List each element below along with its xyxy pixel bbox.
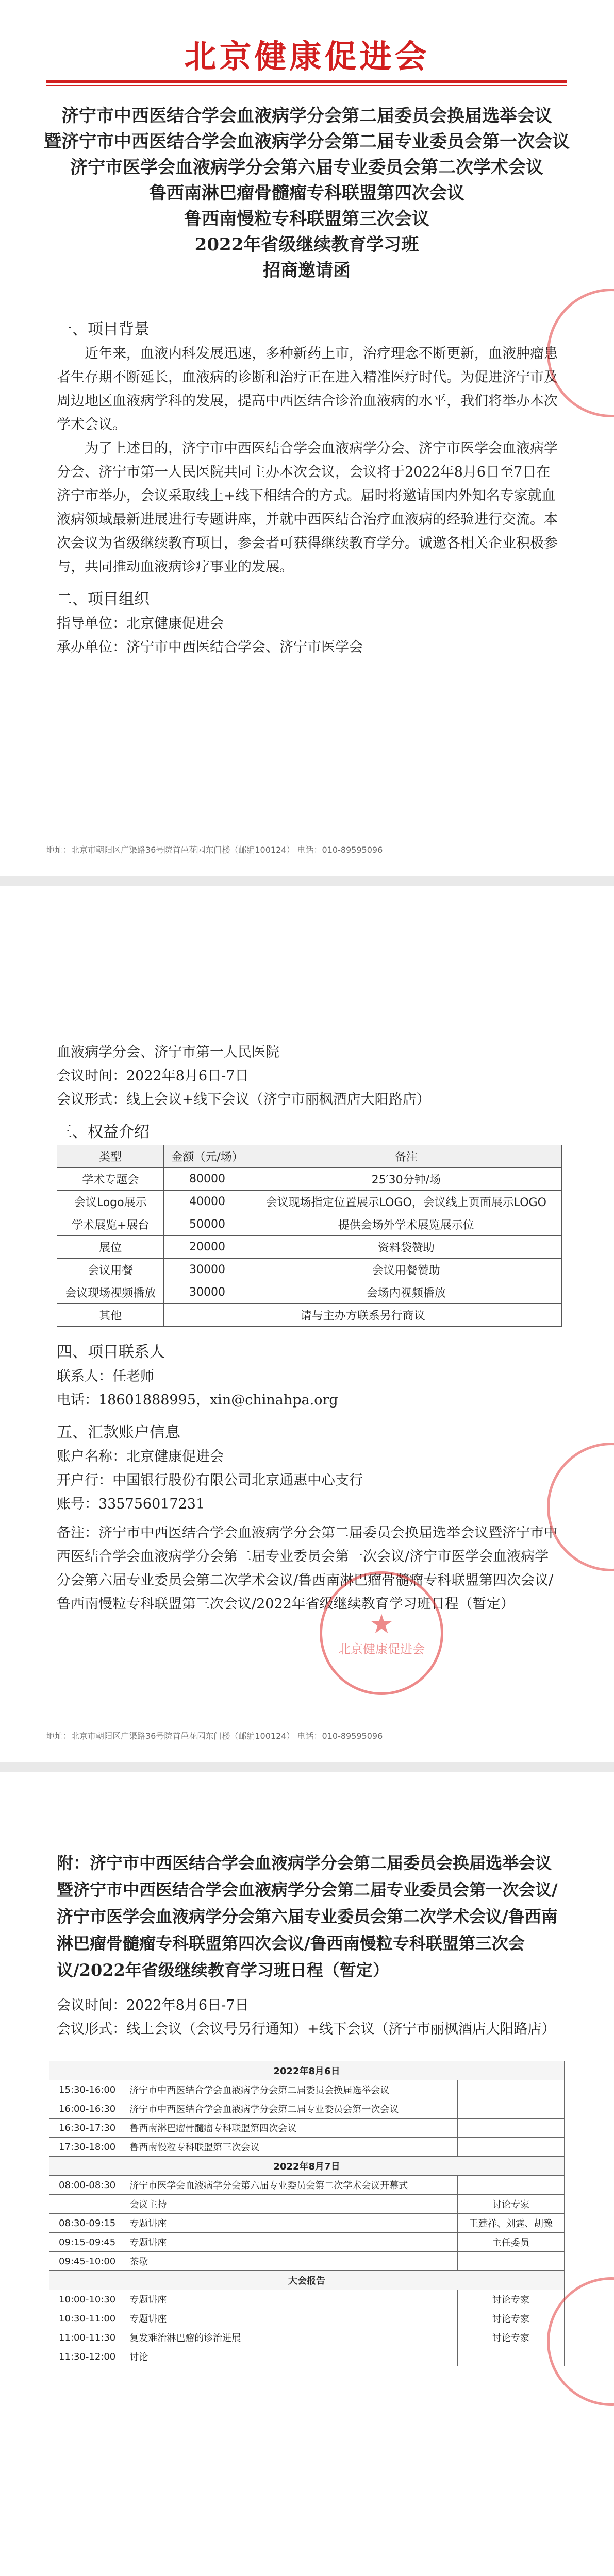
org-line: 血液病学分会、济宁市第一人民医院 [57, 1044, 279, 1060]
table-cell: 25′30分钟/场 [251, 1168, 561, 1191]
schedule-cell: 王建祥、刘霆、胡豫 [457, 2214, 564, 2233]
schedule-cell: 济宁市中西医结合学会血液病学分会第二届专业委员会第一次会议 [125, 2099, 458, 2119]
seal-star-icon: ★ [369, 1608, 394, 1640]
schedule-row [49, 2328, 565, 2347]
schedule-cell: 鲁西南慢粒专科联盟第三次会议 [125, 2138, 458, 2157]
schedule-cell: 08:00-08:30 [49, 2176, 125, 2195]
table-cell: 会议现场指定位置展示LOGO，会议线上页面展示LOGO [251, 1191, 561, 1213]
table-cell: 80000 [164, 1168, 251, 1191]
schedule-table [49, 2061, 565, 2366]
schedule-cell: 10:00-10:30 [49, 2290, 125, 2309]
org-line: 会议时间：2022年8月6日-7日 [57, 1068, 249, 1084]
table-cell: 30000 [164, 1259, 251, 1281]
table-cell: 30000 [164, 1281, 251, 1304]
bank-line: 账号：335756017231 [57, 1496, 205, 1512]
schedule-cell: 会议主持 [125, 2195, 458, 2214]
schedule-cell: 16:00-16:30 [49, 2099, 125, 2119]
page-footer [46, 2570, 567, 2576]
title-line: 2022年省级继续教育学习班 [194, 234, 419, 255]
schedule-cell [457, 2080, 564, 2099]
schedule-cell: 讨论专家 [457, 2328, 564, 2347]
table-header: 类型 [57, 1145, 164, 1168]
schedule-cell: 茶歇 [125, 2252, 458, 2271]
section-heading: 二、项目组织 [57, 590, 150, 608]
table-row [57, 1259, 562, 1281]
title-line: 招商邀请函 [263, 260, 351, 281]
schedule-cell: 大会报告 [49, 2271, 565, 2290]
schedule-row [49, 2290, 565, 2309]
table-cell: 40000 [164, 1191, 251, 1213]
table-cell: 会议现场视频播放 [57, 1281, 164, 1304]
title-line: 鲁西南慢粒专科联盟第三次会议 [184, 209, 429, 229]
schedule-row [49, 2176, 565, 2195]
org-line: 承办单位：济宁市中西医结合学会、济宁市医学会 [57, 639, 363, 655]
table-row [57, 1281, 562, 1304]
schedule-day-row [49, 2271, 565, 2290]
meta-line: 会议时间：2022年8月6日-7日 [57, 1997, 249, 2013]
table-cell: 其他 [57, 1304, 164, 1327]
table-row [57, 1236, 562, 1259]
document-title [31, 103, 583, 283]
schedule-cell: 10:30-11:00 [49, 2309, 125, 2328]
section-heading: 一、项目背景 [57, 320, 150, 338]
schedule-cell [457, 2099, 564, 2119]
schedule-cell [457, 2252, 564, 2271]
schedule-row [49, 2099, 565, 2119]
schedule-day-row [49, 2061, 565, 2080]
schedule-table-wrap [49, 2061, 565, 2366]
schedule-row [49, 2195, 565, 2214]
schedule-cell: 16:30-17:30 [49, 2119, 125, 2138]
section-heading: 五、汇款账户信息 [57, 1423, 180, 1442]
rights-table [57, 1145, 562, 1327]
schedule-row [49, 2119, 565, 2138]
schedule-row [49, 2214, 565, 2233]
title-line: 鲁西南淋巴瘤骨髓瘤专科联盟第四次会议 [149, 183, 464, 204]
org-title: 北京健康促进会 [184, 38, 430, 75]
red-rule-thick [46, 80, 567, 83]
org-line: 会议形式：线上会议+线下会议（济宁市丽枫酒店大阳路店） [57, 1092, 430, 1108]
table-row [57, 1213, 562, 1236]
contact-line: 联系人：任老师 [57, 1368, 154, 1384]
title-line: 济宁市医学会血液病学分会第六届专业委员会第二次学术会议 [70, 157, 543, 178]
schedule-cell: 11:30-12:00 [49, 2347, 125, 2366]
schedule-cell: 讨论专家 [457, 2290, 564, 2309]
schedule-cell [457, 2119, 564, 2138]
schedule-cell: 专题讲座 [125, 2233, 458, 2252]
schedule-cell: 鲁西南淋巴瘤骨髓瘤专科联盟第四次会议 [125, 2119, 458, 2138]
schedule-row [49, 2138, 565, 2157]
section-heading: 三、权益介绍 [57, 1123, 150, 1141]
table-header: 备注 [251, 1145, 561, 1168]
schedule-cell: 济宁市中西医结合学会血液病学分会第二届委员会换届选举会议 [125, 2080, 458, 2099]
remark: 备注：济宁市中西医结合学会血液病学分会第二届委员会换届选举会议暨济宁市中西医结合学会血液病学分会第二届专业委员会第一次会议/济宁市医学会血液病学分会第六届专业委员会第二次学术会议/鲁西南淋巴瘤骨髓瘤专科联盟第四次会议/鲁西南慢粒专科联盟第三次会议/2022年省级继续教育学习班日程（暂定） [57, 1525, 558, 1612]
page-2-body [57, 1041, 562, 1616]
page-3 [0, 1772, 614, 2576]
org-seal [320, 1571, 443, 1695]
schedule-cell [457, 2176, 564, 2195]
table-row [57, 1168, 562, 1191]
org-line: 指导单位：北京健康促进会 [57, 616, 224, 632]
schedule-cell [457, 2138, 564, 2157]
contact-line: 电话：18601888995，xin@chinahpa.org [57, 1392, 338, 1408]
schedule-row [49, 2233, 565, 2252]
table-cell: 会议Logo展示 [57, 1191, 164, 1213]
page-1-body [57, 309, 562, 659]
schedule-cell: 09:45-10:00 [49, 2252, 125, 2271]
section-heading: 四、项目联系人 [57, 1343, 165, 1361]
table-cell: 资料袋赞助 [251, 1236, 561, 1259]
table-cell: 学术专题会 [57, 1168, 164, 1191]
table-cell: 20000 [164, 1236, 251, 1259]
schedule-cell: 讨论专家 [457, 2309, 564, 2328]
schedule-header [57, 1850, 562, 2041]
table-cell: 展位 [57, 1236, 164, 1259]
schedule-cell: 复发难治淋巴瘤的诊治进展 [125, 2328, 458, 2347]
title-line: 暨济宁市中西医结合学会血液病学分会第二届专业委员会第一次会议 [44, 131, 570, 152]
table-row [57, 1304, 562, 1327]
schedule-day-row [49, 2157, 565, 2176]
schedule-row [49, 2347, 565, 2366]
page-footer: 地址：北京市朝阳区广渠路36号院首邑花园东门楼（邮编100124） 电话：010-89595096 [46, 1725, 567, 1741]
schedule-cell: 08:30-09:15 [49, 2214, 125, 2233]
schedule-cell: 主任委员 [457, 2233, 564, 2252]
table-row [57, 1191, 562, 1213]
schedule-cell: 专题讲座 [125, 2290, 458, 2309]
table-cell: 请与主办方联系另行商议 [164, 1304, 562, 1327]
title-line: 济宁市中西医结合学会血液病学分会第二届委员会换届选举会议 [61, 106, 552, 126]
table-cell: 会议用餐赞助 [251, 1259, 561, 1281]
bank-line: 账户名称：北京健康促进会 [57, 1449, 224, 1465]
schedule-cell: 15:30-16:00 [49, 2080, 125, 2099]
table-header: 金额（元/场） [164, 1145, 251, 1168]
schedule-row [49, 2309, 565, 2328]
red-rule-thin [46, 85, 567, 86]
schedule-cell: 济宁市医学会血液病学分会第六届专业委员会第二次学术会议开幕式 [125, 2176, 458, 2195]
schedule-cell: 11:00-11:30 [49, 2328, 125, 2347]
paragraph: 近年来，血液内科发展迅速，多种新药上市，治疗理念不断更新，血液肿瘤患者生存期不断延长，血液病的诊断和治疗正在进入精准医疗时代。为促进济宁市及周边地区血液病学科的发展，提高中西医结合诊治血液病的水平，我们将举办本次学术会议。 [57, 346, 558, 433]
schedule-row [49, 2080, 565, 2099]
table-cell: 会议用餐 [57, 1259, 164, 1281]
schedule-cell: 17:30-18:00 [49, 2138, 125, 2157]
schedule-cell: 专题讲座 [125, 2214, 458, 2233]
table-cell: 提供会场外学术展览展示位 [251, 1213, 561, 1236]
schedule-cell: 专题讲座 [125, 2309, 458, 2328]
bank-line: 开户行：中国银行股份有限公司北京通惠中心支行 [57, 1472, 363, 1488]
schedule-cell: 讨论 [125, 2347, 458, 2366]
page-2 [0, 886, 614, 1762]
schedule-cell: 讨论专家 [457, 2195, 564, 2214]
table-cell: 会场内视频播放 [251, 1281, 561, 1304]
schedule-row [49, 2252, 565, 2271]
schedule-cell [49, 2195, 125, 2214]
schedule-cell: 09:15-09:45 [49, 2233, 125, 2252]
seal-text: 北京健康促进会 [338, 1641, 425, 1656]
schedule-cell: 2022年8月6日 [49, 2061, 565, 2080]
table-cell: 50000 [164, 1213, 251, 1236]
schedule-cell: 2022年8月7日 [49, 2157, 565, 2176]
meta-line: 会议形式：线上会议（会议号另行通知）+线下会议（济宁市丽枫酒店大阳路店） [57, 2021, 556, 2037]
page-1 [0, 0, 614, 876]
page-footer: 地址：北京市朝阳区广渠路36号院首邑花园东门楼（邮编100124） 电话：010-89595096 [46, 839, 567, 855]
schedule-title: 附：济宁市中西医结合学会血液病学分会第二届委员会换届选举会议暨济宁市中西医结合学会血液病学分会第二届专业委员会第一次会议/济宁市医学会血液病学分会第六届专业委员会第二次学术会议/鲁西南淋巴瘤骨髓瘤专科联盟第四次会议/鲁西南慢粒专科联盟第三次会议/2022年省级继续教育学习班日程（暂定） [57, 1853, 558, 1980]
paragraph: 为了上述目的，济宁市中西医结合学会血液病学分会、济宁市医学会血液病学分会、济宁市第一人民医院共同主办本次会议，会议将于2022年8月6日至7日在济宁市举办，会议采取线上+线下相结合的方式。届时将邀请国内外知名专家就血液病领域最新进展进行专题讲座，并就中西医结合治疗血液病的经验进行交流。本次会议为省级继续教育项目，参会者可获得继续教育学分。诚邀各相关企业积极参与，共同推动血液病诊疗事业的发展。 [57, 440, 558, 575]
table-cell: 学术展览+展台 [57, 1213, 164, 1236]
